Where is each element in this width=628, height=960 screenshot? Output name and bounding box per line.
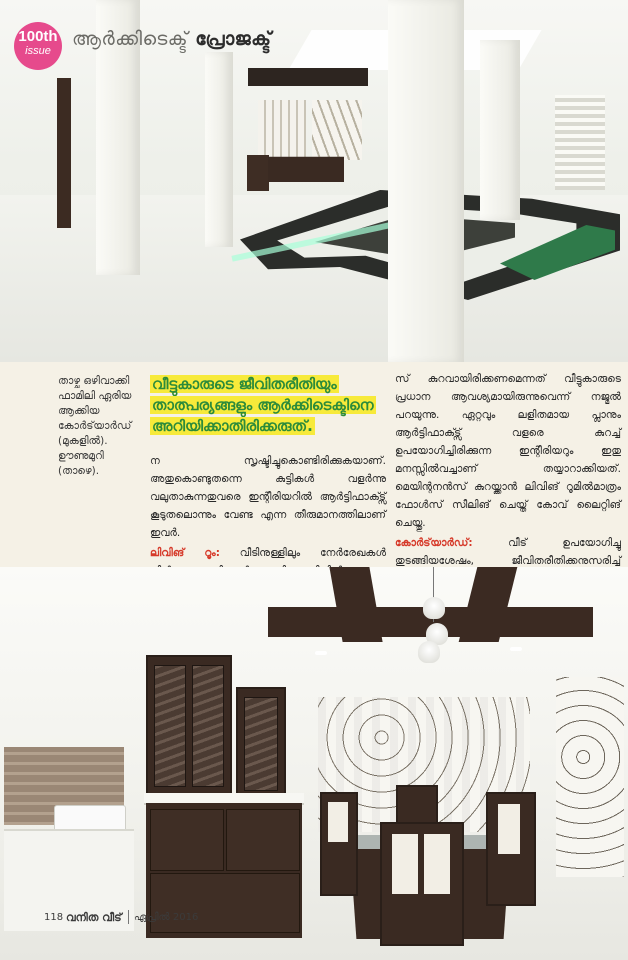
dining-chair [380, 822, 464, 946]
pillar [480, 40, 520, 220]
pillar [205, 52, 233, 247]
paragraph-text: വീട് ഉപയോഗിച്ചു തുടങ്ങിയശേഷം, ജീവിതരീതിക്കനുസരിച്ച് [395, 537, 621, 567]
patterned-curtain [556, 677, 624, 877]
paragraph-text: വീടിനുള്ളിലും നേർരേഖകൾ [239, 547, 386, 559]
crockery-cabinet [146, 655, 232, 801]
glass-door [154, 665, 186, 787]
pull-quote-line: താത്പര്യങ്ങളും ആർക്കിടെക്ടിനെ [152, 396, 374, 414]
issue-date: ഏപ്രിൽ 2016 [134, 912, 199, 923]
caption-line: ആക്കിയ [58, 405, 100, 417]
caption-line: ഊണുമുറി [58, 450, 104, 462]
pendant-lamp [418, 641, 440, 663]
footer-divider [128, 910, 129, 924]
ceiling-light [510, 647, 522, 651]
ceiling-light [315, 651, 327, 655]
glass-door [192, 665, 224, 787]
pull-quote [150, 374, 385, 437]
magazine-name: വനിത വീട് [66, 911, 122, 924]
page-number: 118 [44, 912, 64, 923]
window-grill [555, 95, 605, 190]
issue-number: 100th [18, 28, 58, 45]
article-text [0, 362, 628, 567]
kicker-part2: പ്രോജക്ട് [195, 28, 272, 50]
caption-line: കോർട്‌യാർഡ് [58, 420, 132, 432]
chair-cushion [392, 834, 418, 894]
caption-line: താഴ്ച ഒഴിവാക്കി [58, 375, 130, 387]
glass-door [244, 697, 278, 791]
caption-line: (താഴെ). [58, 465, 100, 477]
kicker-part1: ആർക്കിടെക്ട് [72, 28, 189, 50]
subhead-living-room: ലിവിങ് റൂം: [150, 547, 220, 559]
issue-badge [14, 22, 62, 70]
cabinet [247, 155, 269, 191]
photo-caption [58, 374, 140, 479]
pull-quote-line: വീട്ടുകാരുടെ ജീവിതരീതിയും [152, 375, 337, 393]
paragraph: ന സൃഷ്ടിച്ചുകൊണ്ടിരിക്കുകയാണ്. അതുകൊണ്ടുതന്നെ കുട്ടികൾ വളർന്നു വലുതാകുന്നതുവരെ ഇന്റീരിയറിൽ ആർട്ടിഫാക്ട്സ് കൂടുതലൊന്നും വേണ്ട എന്ന തീരുമാനത്തിലാണ് ഇവർ. [150, 455, 386, 539]
subhead-courtyard: കോർട്‌യാർഡ്: [395, 537, 473, 549]
drawer [150, 809, 224, 871]
chair-cushion [498, 804, 520, 854]
ceiling-beam [248, 68, 368, 86]
section-kicker [72, 28, 272, 50]
courtyard-photo [0, 0, 628, 362]
chair-cushion [424, 834, 450, 894]
drawer [226, 809, 300, 871]
caption-line: (മുകളിൽ). [58, 435, 108, 447]
pillar [388, 0, 464, 362]
dining-chair [320, 792, 358, 896]
crockery-cabinet [236, 687, 286, 801]
dining-chair [486, 792, 536, 906]
pull-quote-line: അറിയിക്കാതിരിക്കരുത്. [152, 417, 313, 435]
caption-line: ഫാമിലി ഏരിയ [58, 390, 132, 402]
paragraph: സ് കുറവായിരിക്കണമെന്നത് വീട്ടുകാരുടെ പ്രധാന ആവശ്യമായിരുന്നുവെന്ന് നജ്മൽ പറയുന്നു. ഏറ്റവും ലളിതമായ പ്ലാനും ആർട്ടിഫാക്ട്സ് വളരെ കുറച്ച് ഉപയോഗിച്ചിരിക്കുന്ന ഇന്റീരിയറും ഇതു മനസ്സിൽവച്ചാണ് തയ്യാറാക്കിയത്. മെയിന്റനൻസ് കുറയ്ക്കാൻ ലിവിങ് റൂമിൽമാത്രം ഫോൾസ് സീലിങ് ചെയ്ത് കോവ് ലൈറ്റിങ് ചെയ്തു. [395, 373, 621, 529]
curtain [258, 100, 306, 160]
dining-room-photo [0, 567, 628, 960]
chair-cushion [328, 802, 348, 842]
pendant-lamp [423, 597, 445, 619]
doorway [57, 78, 71, 228]
curtain [312, 100, 362, 160]
issue-word: issue [25, 45, 51, 57]
